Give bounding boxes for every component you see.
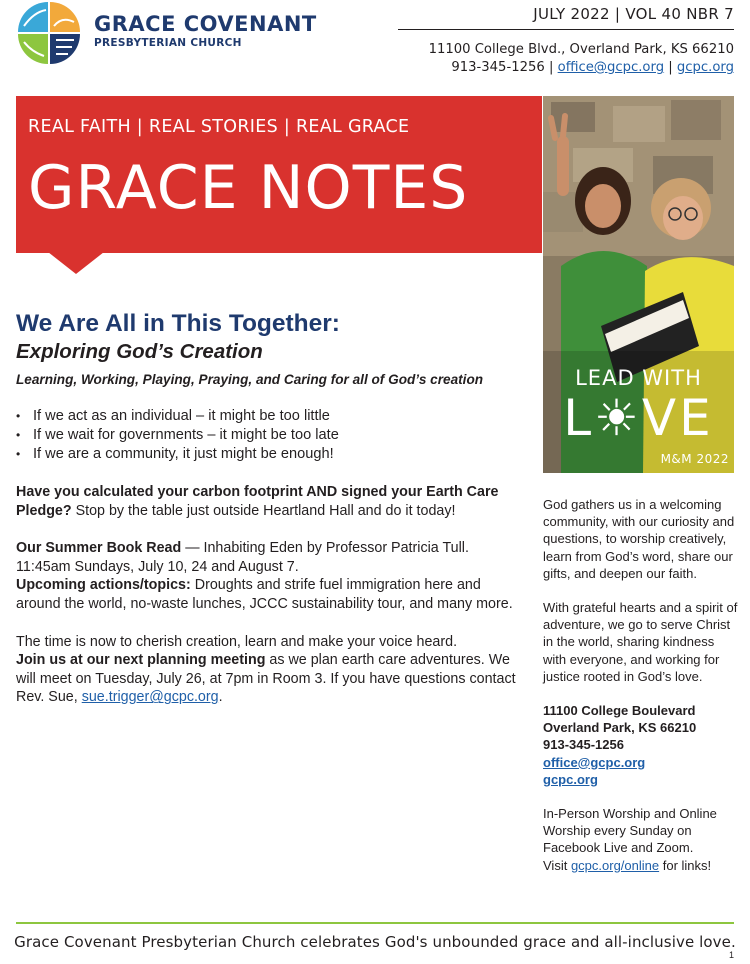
carbon-footprint-text: Stop by the table just outside Heartland Hall and do it today! — [71, 502, 456, 519]
upcoming-topics-text: Droughts and strife fuel immigration here and around the world, no-waste lunches, JCCC sustainability tour, and many more. — [16, 577, 513, 612]
header-contact-line — [429, 59, 734, 77]
carbon-footprint-lead: Have you calculated your carbon footprint AND signed your Earth Care Pledge? — [16, 484, 499, 519]
mission-paragraph-2: With grateful hearts and a spirit of adventure, we go to serve Christ in the world, sharing kindness with everyone, and working for justice rooted in God’s love. — [543, 600, 738, 684]
church-logo-icon — [14, 0, 84, 68]
page-number: 1 — [728, 950, 734, 960]
footer-divider — [16, 922, 734, 924]
book-read-paragraph — [16, 539, 516, 576]
sidebar-phone: 913-345-1256 — [543, 737, 624, 753]
header-phone: 913-345-1256 — [451, 60, 545, 75]
planning-meeting-text: as we plan earth care adventures. We will meet on Tuesday, July 26, at 7pm in Room 3. If you have questions contact Rev. Sue, — [16, 652, 516, 706]
sidebar-email-link[interactable]: office@gcpc.org — [543, 754, 646, 770]
photo-title-line2: L☀VE — [563, 389, 714, 447]
header-separator: | — [668, 60, 673, 75]
carbon-footprint-paragraph — [16, 483, 516, 520]
planning-meeting-lead: Join us at our next planning meeting — [16, 652, 266, 669]
header-separator: | — [548, 60, 554, 75]
masthead-banner — [16, 96, 542, 253]
header-contact — [429, 41, 734, 77]
banner-pointer — [48, 252, 104, 274]
sidebar-city: Overland Park, KS 66210 — [543, 720, 697, 736]
sidebar — [543, 496, 738, 874]
sidebar-street: 11100 College Boulevard — [543, 703, 696, 719]
book-read-lead: Our Summer Book Read — [16, 540, 182, 557]
sidebar-website-link[interactable]: gcpc.org — [543, 771, 598, 787]
brand-subtitle: PRESBYTERIAN CHURCH — [94, 37, 242, 49]
worship-text: In-Person Worship and Online Worship every Sunday on Facebook Live and Zoom. — [543, 806, 717, 856]
planning-meeting-paragraph — [16, 633, 516, 707]
upcoming-topics-lead: Upcoming actions/topics: — [16, 577, 191, 594]
photo-title-line1: LEAD WITH — [575, 366, 702, 390]
bullet-list — [16, 407, 516, 464]
worship-info — [543, 805, 738, 874]
book-read-text: — Inhabiting Eden by Professor Patricia Tull. 11:45am Sundays, July 10, 24 and August 7. — [16, 540, 469, 575]
header-website-link[interactable]: gcpc.org — [676, 60, 734, 75]
sidebar-contact — [543, 702, 738, 788]
visit-prefix: Visit — [543, 857, 571, 873]
list-item: • If we wait for governments – it might be too late — [16, 426, 516, 445]
article-strapline: Learning, Working, Playing, Praying, and Caring for all of God’s creation — [16, 372, 484, 387]
online-worship-link[interactable]: gcpc.org/online — [570, 857, 660, 873]
brand-block — [94, 12, 317, 49]
cover-photo — [543, 96, 734, 473]
list-item: • If we are a community, it just might be enough! — [16, 445, 516, 464]
article-subhead: Exploring God’s Creation — [16, 340, 263, 363]
visit-suffix: for links! — [659, 857, 712, 873]
period: . — [218, 689, 223, 706]
footer-slogan: Grace Covenant Presbyterian Church celebrates God's unbounded grace and all-inclusive love. — [14, 933, 736, 951]
newsletter-title: GRACE NOTES — [28, 153, 469, 223]
brand-name: GRACE COVENANT — [94, 12, 317, 36]
photo-caption: M&M 2022 — [660, 452, 729, 466]
cherish-creation-text: The time is now to cherish creation, learn and make your voice heard. — [16, 633, 458, 650]
issue-info: JULY 2022 | VOL 40 NBR 7 — [533, 5, 734, 23]
article-headline: We Are All in This Together: — [16, 310, 340, 337]
list-item: • If we act as an individual – it might be too little — [16, 407, 516, 426]
header-divider — [398, 29, 734, 30]
header-address: 11100 College Blvd., Overland Park, KS 66210 — [428, 42, 734, 57]
rev-sue-email-link[interactable]: sue.trigger@gcpc.org — [81, 689, 219, 706]
main-article — [16, 309, 516, 707]
mission-paragraph-1: God gathers us in a welcoming community, with our curiosity and questions, to worship creatively, learn from God’s word, share our gifts, and deepen our faith. — [543, 497, 735, 581]
upcoming-topics-paragraph — [16, 576, 516, 613]
banner-tagline: REAL FAITH | REAL STORIES | REAL GRACE — [28, 117, 410, 137]
header-email-link[interactable]: office@gcpc.org — [557, 60, 665, 75]
